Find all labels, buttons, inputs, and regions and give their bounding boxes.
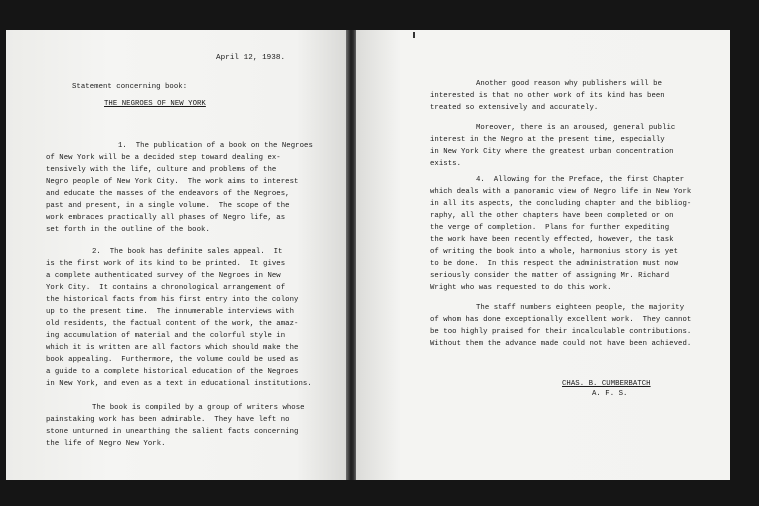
paragraph-line: the historical facts from his first entry into the colony [46,296,299,304]
paragraph-line: which it is written are all factors which should make the [46,344,299,352]
paragraph-line: of New York will be a decided step toward dealing ex- [46,154,281,162]
paragraph-line: a guide to a complete historical education of the Negroes [46,368,299,376]
paragraph-line: and educate the masses of the endeavors of the Negroes, [46,190,290,198]
paragraph-line: painstaking work has been admirable. They have left no [46,416,290,424]
paragraph-line: raphy, all the other chapters have been completed or on [430,212,674,220]
left-page [6,30,348,480]
paragraph-line: of whom has done exceptionally excellent work. They cannot [430,316,692,324]
paragraph-line: old residents, the factual content of the work, the amaz- [46,320,299,328]
paragraph-line: the work have been recently effected, however, the task [430,236,674,244]
paragraph-line: the life of Negro New York. [46,440,166,448]
paragraph-line: stone unturned in unearthing the salient facts concerning [46,428,299,436]
paragraph-line: 1. The publication of a book on the Negroes [118,142,313,150]
paragraph-line: in all its aspects, the concluding chapter and the bibliog- [430,200,692,208]
paragraph-line: 2. The book has definite sales appeal. It [92,248,283,256]
paragraph-line: work embraces practically all phases of Negro life, as [46,214,286,222]
paragraph-line: be too highly praised for their incalculable contributions. [430,328,692,336]
paragraph-line: is the first work of its kind to be printed. It gives [46,260,286,268]
paragraph-line: to be done. In this respect the administration must now [430,260,679,268]
statement-heading: Statement concerning book: [72,83,188,91]
paragraph-line: Negro people of New York City. The work aims to interest [46,178,299,186]
paragraph-line: interest in the Negro at the present time, especially [430,136,665,144]
paragraph-line: past and present, in a single volume. The scope of the [46,202,290,210]
paragraph-line: Another good reason why publishers will be [476,80,663,88]
paragraph-line: of writing the book into a whole, harmonius story is yet [430,248,679,256]
paragraph-line: York City. It contains a chronological arrangement of [46,284,286,292]
paragraph-line: The staff numbers eighteen people, the majority [476,304,685,312]
signature-name: CHAS. B. CUMBERBATCH [562,380,651,388]
paragraph-line: seriously consider the matter of assigning Mr. Richard [430,272,670,280]
paragraph-line: in New York City where the greatest urban concentration [430,148,674,156]
paragraph-line: tensively with the life, culture and problems of the [46,166,277,174]
paragraph-line: Wright who was requested to do this work. [430,284,612,292]
page-tick-mark [413,32,415,38]
paragraph-line: the verge of completion. Plans for further expediting [430,224,670,232]
paragraph-line: book appealing. Furthermore, the volume could be used as [46,356,299,364]
paragraph-line: exists. [430,160,462,168]
paragraph-line: Without them the advance made could not have been achieved. [430,340,692,348]
paragraph-line: interested is that no other work of its kind has been [430,92,665,100]
paragraph-line: which deals with a panoramic view of Negro life in New York [430,188,692,196]
paragraph-line: a complete authenticated survey of the Negroes in New [46,272,281,280]
paragraph-line: up to the present time. The innumerable interviews with [46,308,295,316]
right-page [356,30,730,480]
paragraph-line: The book is compiled by a group of writers whose [92,404,305,412]
paragraph-line: set forth in the outline of the book. [46,226,210,234]
paragraph-line: in New York, and even as a text in educational institutions. [46,380,312,388]
paragraph-line: 4. Allowing for the Preface, the first Chapter [476,176,685,184]
paragraph-line: ing accumulation of material and the colorful style in [46,332,286,340]
paragraph-line: treated so extensively and accurately. [430,104,599,112]
letter-date: April 12, 1938. [216,54,286,62]
book-title: THE NEGROES OF NEW YORK [104,100,206,108]
signature-title: A. F. S. [592,390,628,398]
paragraph-line: Moreover, there is an aroused, general public [476,124,676,132]
